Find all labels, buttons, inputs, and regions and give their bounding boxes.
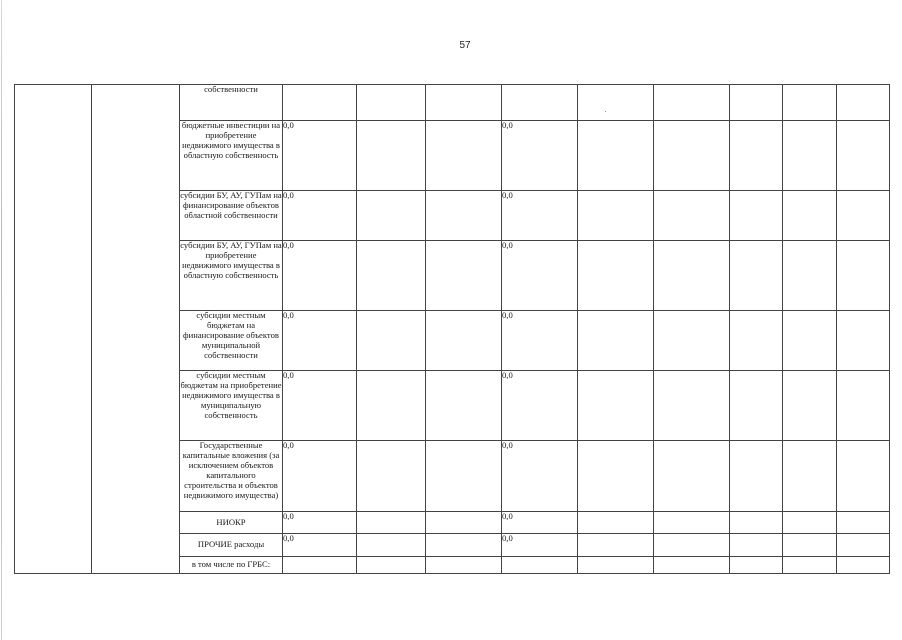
empty-cell xyxy=(837,85,890,121)
merged-cell-2 xyxy=(92,85,180,574)
scan-edge xyxy=(1,0,2,640)
value-cell: 0,0 xyxy=(283,241,357,311)
empty-cell xyxy=(426,121,502,191)
value-cell xyxy=(283,85,357,121)
empty-cell xyxy=(426,191,502,241)
row-label: Государственные капитальные вложения (за исключением объектов капитального строительства и объектов недвижимого имущества) xyxy=(180,441,283,512)
empty-cell xyxy=(730,85,783,121)
empty-cell xyxy=(654,121,730,191)
empty-cell xyxy=(357,191,426,241)
empty-cell xyxy=(654,241,730,311)
empty-cell xyxy=(837,371,890,441)
empty-cell xyxy=(578,512,654,534)
empty-cell xyxy=(783,371,837,441)
value-cell xyxy=(502,557,578,574)
row-label: собственности xyxy=(180,85,283,121)
value-cell: 0,0 xyxy=(502,241,578,311)
value-cell: 0,0 xyxy=(283,191,357,241)
empty-cell xyxy=(783,534,837,557)
empty-cell xyxy=(426,371,502,441)
value-cell: 0,0 xyxy=(283,534,357,557)
empty-cell xyxy=(654,191,730,241)
empty-cell xyxy=(837,121,890,191)
empty-cell xyxy=(783,512,837,534)
row-label: субсидии БУ, АУ, ГУПам на финансирование объектов областной собственности xyxy=(180,191,283,241)
empty-cell xyxy=(730,557,783,574)
row-label: субсидии местным бюджетам на приобретение недвижимого имущества в муниципальную собственность xyxy=(180,371,283,441)
empty-cell xyxy=(578,311,654,371)
merged-cell-1 xyxy=(15,85,92,574)
empty-cell xyxy=(578,191,654,241)
page-number: 57 xyxy=(459,40,471,51)
table-row xyxy=(15,85,890,121)
empty-cell xyxy=(578,557,654,574)
empty-cell xyxy=(837,241,890,311)
empty-cell xyxy=(357,311,426,371)
value-cell: 0,0 xyxy=(502,441,578,512)
empty-cell xyxy=(730,512,783,534)
empty-cell xyxy=(426,85,502,121)
empty-cell xyxy=(357,371,426,441)
empty-cell xyxy=(837,441,890,512)
row-label: субсидии БУ, АУ, ГУПам на приобретение недвижимого имущества в областную собственность xyxy=(180,241,283,311)
empty-cell xyxy=(426,441,502,512)
budget-table xyxy=(14,84,890,574)
empty-cell xyxy=(654,371,730,441)
empty-cell xyxy=(783,121,837,191)
empty-cell xyxy=(730,121,783,191)
empty-cell xyxy=(783,557,837,574)
empty-cell xyxy=(783,311,837,371)
value-cell xyxy=(283,557,357,574)
empty-cell xyxy=(654,85,730,121)
row-label: бюджетные инвестиции на приобретение недвижимого имущества в областную собственность xyxy=(180,121,283,191)
empty-cell xyxy=(783,85,837,121)
empty-cell xyxy=(426,241,502,311)
empty-cell xyxy=(357,512,426,534)
empty-cell xyxy=(730,441,783,512)
row-label: НИОКР xyxy=(180,512,283,534)
value-cell: 0,0 xyxy=(283,121,357,191)
empty-cell xyxy=(654,441,730,512)
empty-cell xyxy=(730,534,783,557)
empty-cell xyxy=(837,534,890,557)
empty-cell xyxy=(426,311,502,371)
empty-cell xyxy=(357,441,426,512)
value-cell: 0,0 xyxy=(283,371,357,441)
empty-cell xyxy=(783,191,837,241)
value-cell: 0,0 xyxy=(283,441,357,512)
empty-cell xyxy=(837,557,890,574)
empty-cell xyxy=(837,191,890,241)
empty-cell xyxy=(578,121,654,191)
value-cell: 0,0 xyxy=(283,512,357,534)
empty-cell xyxy=(730,241,783,311)
value-cell: 0,0 xyxy=(502,534,578,557)
empty-cell xyxy=(730,311,783,371)
empty-cell xyxy=(654,512,730,534)
empty-cell xyxy=(357,121,426,191)
value-cell: 0,0 xyxy=(502,512,578,534)
empty-cell xyxy=(578,371,654,441)
empty-cell xyxy=(837,512,890,534)
empty-cell xyxy=(357,85,426,121)
empty-cell xyxy=(426,557,502,574)
value-cell: 0,0 xyxy=(502,371,578,441)
empty-cell xyxy=(357,534,426,557)
empty-cell xyxy=(578,85,654,121)
empty-cell xyxy=(426,512,502,534)
empty-cell xyxy=(730,371,783,441)
empty-cell xyxy=(783,441,837,512)
empty-cell xyxy=(654,534,730,557)
value-cell: 0,0 xyxy=(283,311,357,371)
empty-cell xyxy=(654,311,730,371)
empty-cell xyxy=(357,241,426,311)
empty-cell xyxy=(783,241,837,311)
row-label: в том числе по ГРБС: xyxy=(180,557,283,574)
empty-cell xyxy=(578,534,654,557)
value-cell: 0,0 xyxy=(502,191,578,241)
value-cell: 0,0 xyxy=(502,311,578,371)
empty-cell xyxy=(654,557,730,574)
empty-cell xyxy=(837,311,890,371)
value-cell xyxy=(502,85,578,121)
empty-cell xyxy=(578,441,654,512)
row-label: субсидии местным бюджетам на финансирование объектов муниципальной собственности xyxy=(180,311,283,371)
empty-cell xyxy=(730,191,783,241)
empty-cell xyxy=(578,241,654,311)
value-cell: 0,0 xyxy=(502,121,578,191)
row-label: ПРОЧИЕ расходы xyxy=(180,534,283,557)
empty-cell xyxy=(357,557,426,574)
empty-cell xyxy=(426,534,502,557)
